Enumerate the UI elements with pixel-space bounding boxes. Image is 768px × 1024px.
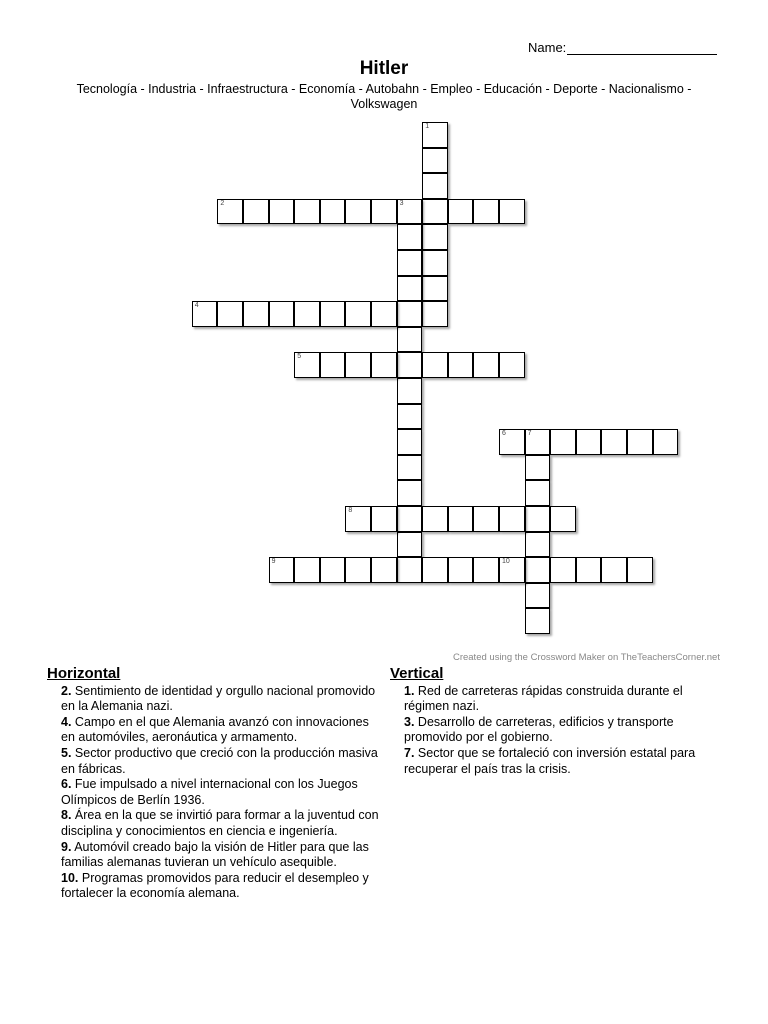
clue-number: 8 [348, 507, 353, 514]
across-clues [47, 666, 382, 902]
grid-cell[interactable] [371, 506, 397, 532]
grid-cell[interactable] [525, 557, 551, 583]
grid-cell[interactable] [525, 429, 551, 455]
across-clue [47, 871, 382, 902]
grid-cell[interactable] [294, 352, 320, 378]
clue-number: 9 [271, 558, 276, 566]
grid-cell[interactable] [525, 506, 551, 532]
grid-cell[interactable] [525, 608, 551, 634]
grid-cell[interactable] [601, 557, 627, 583]
clue-text: Red de carreteras rápidas construida durante el régimen nazi. [404, 683, 683, 714]
grid-cell[interactable] [550, 429, 576, 455]
grid-cell[interactable] [371, 352, 397, 378]
grid-cell[interactable] [422, 250, 448, 276]
clue-num: 7. [404, 745, 415, 760]
grid-cell[interactable] [473, 557, 499, 583]
clue-num: 6. [61, 777, 72, 792]
grid-cell[interactable] [294, 199, 320, 225]
grid-cell[interactable] [576, 557, 602, 583]
grid-cell[interactable] [525, 455, 551, 481]
clue-text: Desarrollo de carreteras, edificios y transporte promovido por el gobierno. [404, 714, 674, 745]
grid-cell[interactable] [601, 429, 627, 455]
grid-cell[interactable] [217, 301, 243, 327]
grid-cell[interactable] [320, 557, 346, 583]
grid-cell[interactable] [448, 557, 474, 583]
grid-cell[interactable] [525, 480, 551, 506]
clue-text: Automóvil creado bajo la visión de Hitler para que las familias alemanas tuvieran un vehículo asequible. [61, 839, 369, 870]
page-title: Hitler [359, 58, 409, 79]
grid-cell[interactable] [397, 480, 423, 506]
across-heading: Horizontal [47, 665, 121, 682]
grid-cell[interactable] [243, 301, 269, 327]
grid-cell[interactable] [473, 506, 499, 532]
grid-cell[interactable] [345, 506, 371, 532]
grid-cell[interactable] [397, 455, 423, 481]
clue-number: 2 [220, 199, 225, 207]
grid-cell[interactable] [269, 199, 295, 225]
clue-text: Sentimiento de identidad y orgullo nacional promovido en la Alemania nazi. [61, 683, 376, 714]
grid-cell[interactable] [294, 557, 320, 583]
clue-text: Sector productivo que creció con la producción masiva en fábricas. [61, 745, 378, 776]
grid-cell[interactable] [345, 199, 371, 225]
clue-number: 6 [502, 430, 506, 438]
clue-text: Área en la que se invirtió para formar a la juventud con disciplina y conocimientos en ciencia e ingeniería. [61, 808, 379, 838]
grid-cell[interactable] [422, 148, 448, 174]
clue-num: 5. [61, 745, 72, 760]
grid-cell[interactable] [397, 199, 423, 225]
clue-text: Fue impulsado a nivel internacional con los Juegos Olímpicos de Berlín 1936. [61, 777, 358, 807]
grid-cell[interactable] [422, 301, 448, 327]
grid-cell[interactable] [422, 122, 448, 148]
grid-cell[interactable] [422, 506, 448, 532]
grid-cell[interactable] [294, 301, 320, 327]
grid-cell[interactable] [397, 557, 423, 583]
clue-num: 2. [61, 683, 72, 698]
grid-cell[interactable] [269, 557, 295, 583]
grid-cell[interactable] [422, 173, 448, 199]
across-clue [47, 777, 382, 808]
across-clue [47, 746, 382, 777]
credit-line: Created using the Crossword Maker on TheTeachersCorner.net [452, 652, 720, 663]
grid-cell[interactable] [397, 301, 423, 327]
down-clue [390, 684, 720, 715]
grid-cell[interactable] [550, 506, 576, 532]
grid-cell[interactable] [627, 429, 653, 455]
clue-text: Campo en el que Alemania avanzó con innovaciones en automóviles, aeronáutica y armamento. [61, 714, 369, 745]
grid-cell[interactable] [397, 404, 423, 430]
grid-cell[interactable] [448, 506, 474, 532]
grid-cell[interactable] [525, 583, 551, 609]
grid-cell[interactable] [499, 429, 525, 455]
grid-cell[interactable] [499, 506, 525, 532]
grid-cell[interactable] [397, 224, 423, 250]
grid-cell[interactable] [320, 301, 346, 327]
across-clue [47, 715, 382, 746]
clue-number: 10 [502, 558, 510, 566]
grid-cell[interactable] [397, 250, 423, 276]
grid-cell[interactable] [269, 301, 295, 327]
grid-cell[interactable] [499, 352, 525, 378]
grid-cell[interactable] [371, 557, 397, 583]
down-heading: Vertical [390, 665, 444, 682]
grid-cell[interactable] [473, 199, 499, 225]
grid-cell[interactable] [371, 199, 397, 225]
grid-cell[interactable] [345, 352, 371, 378]
grid-cell[interactable] [550, 557, 576, 583]
grid-cell[interactable] [397, 378, 423, 404]
clue-num: 8. [61, 808, 72, 823]
name-label: Name: [528, 40, 567, 55]
grid-cell[interactable] [422, 224, 448, 250]
grid-cell[interactable] [653, 429, 679, 455]
grid-cell[interactable] [345, 557, 371, 583]
grid-cell[interactable] [320, 199, 346, 225]
grid-cell[interactable] [448, 199, 474, 225]
down-clue [390, 715, 720, 746]
grid-cell[interactable] [397, 506, 423, 532]
grid-cell[interactable] [345, 301, 371, 327]
grid-cell[interactable] [422, 199, 448, 225]
grid-cell[interactable] [397, 429, 423, 455]
clue-num: 4. [61, 714, 72, 729]
across-clue [47, 808, 382, 839]
clue-number: 7 [527, 430, 532, 438]
grid-cell[interactable] [627, 557, 653, 583]
clue-num: 3. [404, 714, 415, 729]
grid-cell[interactable] [397, 327, 423, 353]
clue-number: 5 [297, 353, 302, 361]
clue-text: Programas promovidos para reducir el desempleo y fortalecer la economía alemana. [61, 870, 369, 901]
grid-cell[interactable] [473, 352, 499, 378]
grid-cell[interactable] [397, 352, 423, 378]
grid-cell[interactable] [499, 557, 525, 583]
grid-cell[interactable] [192, 301, 218, 327]
grid-cell[interactable] [576, 429, 602, 455]
grid-cell[interactable] [422, 557, 448, 583]
grid-cell[interactable] [243, 199, 269, 225]
clue-num: 10. [61, 870, 79, 885]
grid-cell[interactable] [499, 199, 525, 225]
grid-cell[interactable] [371, 301, 397, 327]
across-clue [47, 684, 382, 715]
clue-num: 1. [404, 683, 415, 698]
down-clues [390, 666, 720, 777]
grid-cell[interactable] [422, 352, 448, 378]
grid-cell[interactable] [448, 352, 474, 378]
word-bank: Tecnología - Industria - Infraestructura - Economía - Autobahn - Empleo - Educación - Deporte - Nacionalismo - Volkswagen [76, 82, 692, 111]
clue-number: 3 [399, 199, 404, 207]
clue-num: 9. [61, 839, 72, 854]
grid-cell[interactable] [397, 532, 423, 558]
grid-cell[interactable] [422, 276, 448, 302]
across-clue [47, 840, 382, 871]
grid-cell[interactable] [320, 352, 346, 378]
clue-text: Sector que se fortaleció con inversión estatal para recuperar el país tras la crisis. [404, 745, 696, 776]
clue-number: 1 [425, 123, 430, 130]
down-clue [390, 746, 720, 777]
grid-cell[interactable] [525, 532, 551, 558]
grid-cell[interactable] [397, 276, 423, 302]
grid-cell[interactable] [217, 199, 243, 225]
clue-number: 4 [194, 302, 199, 310]
